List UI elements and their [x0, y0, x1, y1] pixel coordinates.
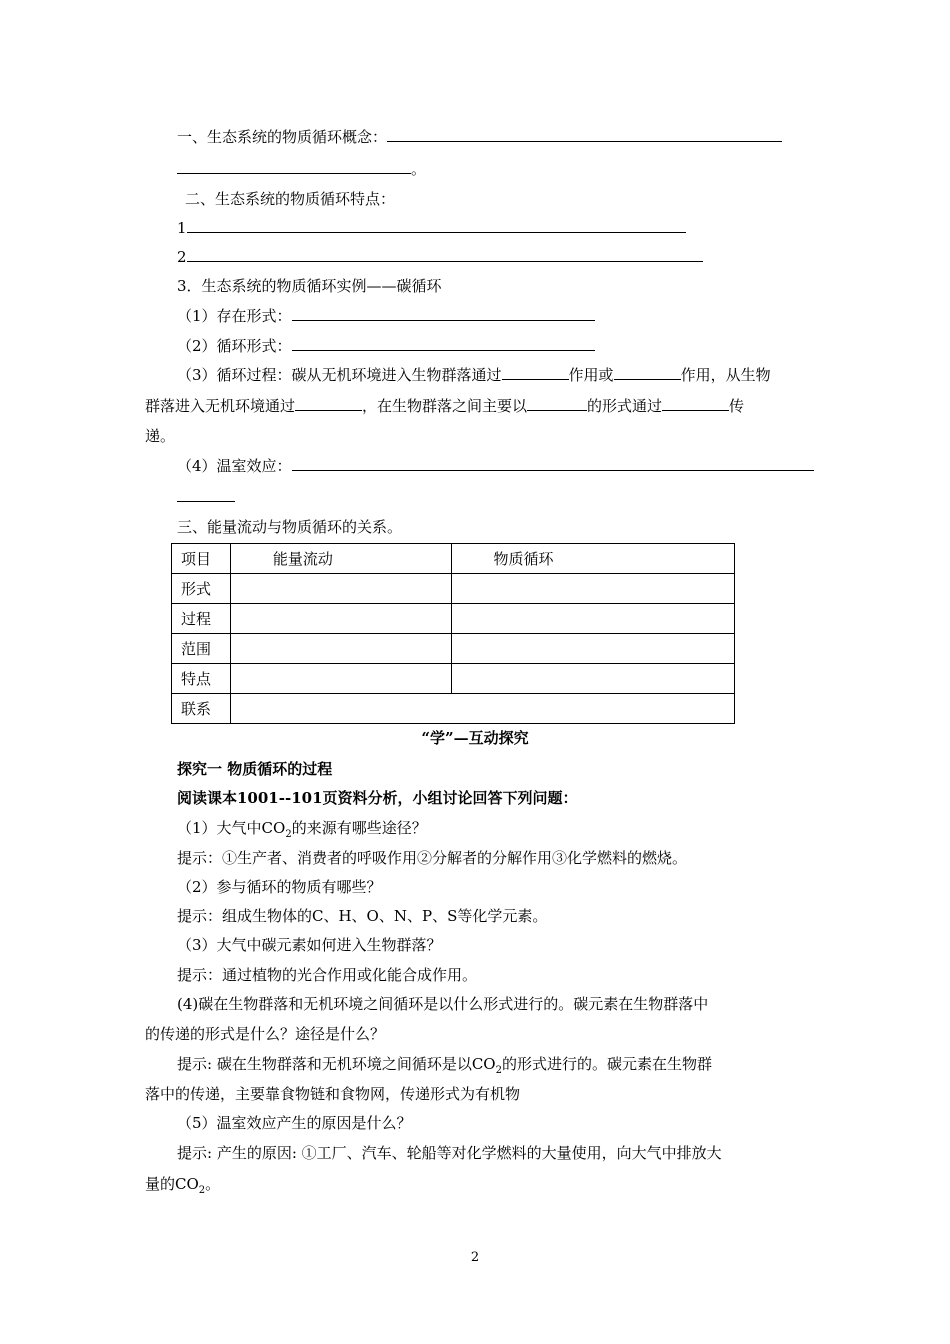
- page-number: 2: [470, 1250, 480, 1265]
- hint-2: 提示：组成生物体的C、H、O、N、P、S等化学元素。: [177, 907, 548, 925]
- cycle-form-blank[interactable]: [292, 336, 595, 351]
- process-blank-4[interactable]: [527, 396, 587, 411]
- hint-1: 提示：①生产者、消费者的呼吸作用②分解者的分解作用③化学燃料的燃烧。: [177, 849, 688, 867]
- feature-number-1: 1: [177, 219, 187, 237]
- concept-line-2: [177, 159, 426, 179]
- exist-form-label: （1）存在形式：: [177, 307, 292, 325]
- feature-number-2: 2: [177, 248, 187, 266]
- hint-4-line-1: 提示: 碳在生物群落和无机环境之间循环是以$CO_2$的形式进行的。碳元素在生物群: [177, 1055, 712, 1076]
- feature-line-1: [177, 218, 686, 238]
- table-row-label: 形式: [172, 574, 231, 604]
- hint-5-line-1: 提示: 产生的原因: ①工厂、汽车、轮船等对化学燃料的大量使用，向大气中排放大: [177, 1144, 722, 1162]
- table-cell[interactable]: [451, 604, 734, 634]
- table-row-label: 范围: [172, 634, 231, 664]
- table-header-row: [172, 544, 735, 574]
- table-cell[interactable]: [230, 604, 451, 634]
- carbon-cycle-title: 3．生态系统的物质循环实例——碳循环: [177, 277, 442, 295]
- feature-blank-1[interactable]: [187, 218, 686, 233]
- table-cell[interactable]: [451, 574, 734, 604]
- question-2: （2）参与循环的物质有哪些？: [177, 878, 382, 896]
- process-text-5: ，在生物群落之间主要以: [362, 397, 528, 415]
- concept-blank[interactable]: [387, 127, 782, 142]
- table-cell[interactable]: [451, 664, 734, 694]
- table-row-label: 过程: [172, 604, 231, 634]
- greenhouse-blank-2[interactable]: [177, 487, 235, 502]
- concept-label: 一、生态系统的物质循环概念：: [177, 128, 388, 146]
- relation-table: [171, 543, 735, 724]
- greenhouse-label: （4）温室效应：: [177, 457, 292, 475]
- table-header-matter: 物质循环: [451, 544, 734, 574]
- concept-blank-2[interactable]: [177, 159, 411, 174]
- section-heading: “学”—互动探究: [421, 729, 529, 747]
- table-row: [172, 664, 735, 694]
- question-4-line-2: 的传递的形式是什么？途径是什么？: [145, 1025, 386, 1043]
- table-row: [172, 694, 735, 724]
- process-line-1: [177, 365, 771, 385]
- greenhouse-line: [177, 456, 814, 476]
- hint-4-line-2: 落中的传递，主要靠食物链和食物网，传递形式为有机物: [145, 1085, 521, 1103]
- table-header-energy: 能量流动: [230, 544, 451, 574]
- process-blank-2[interactable]: [614, 365, 681, 380]
- process-text-3: 作用，从生物: [680, 366, 771, 384]
- explore-title: 探究一 物质循环的过程: [177, 760, 333, 778]
- features-heading: 二、生态系统的物质循环特点：: [185, 190, 396, 208]
- process-text-2: 作用或: [568, 366, 614, 384]
- exist-form-blank[interactable]: [292, 306, 595, 321]
- process-text-1: （3）循环过程：碳从无机环境进入生物群落通过: [177, 366, 502, 384]
- feature-blank-2[interactable]: [187, 247, 703, 262]
- table-cell[interactable]: [230, 694, 734, 724]
- table-row: [172, 634, 735, 664]
- greenhouse-blank[interactable]: [292, 456, 814, 471]
- table-cell[interactable]: [451, 634, 734, 664]
- process-text-4: 群落进入无机环境通过: [145, 397, 296, 415]
- table-cell[interactable]: [230, 664, 451, 694]
- greenhouse-line-2: [177, 487, 235, 507]
- table-row-label: 特点: [172, 664, 231, 694]
- feature-line-2: [177, 247, 703, 267]
- question-1: （1）大气中$CO_2$的来源有哪些途径？: [177, 819, 427, 840]
- question-4-line-1: (4)碳在生物群落和无机环境之间循环是以什么形式进行的。碳元素在生物群落中: [177, 995, 709, 1013]
- question-5: （5）温室效应产生的原因是什么？: [177, 1114, 412, 1132]
- table-row: [172, 574, 735, 604]
- exist-form-line: [177, 306, 595, 326]
- explore-instruction: 阅读课本1001--101页资料分析，小组讨论回答下列问题：: [177, 789, 578, 807]
- question-3: （3）大气中碳元素如何进入生物群落？: [177, 936, 442, 954]
- process-blank-3[interactable]: [295, 396, 362, 411]
- process-line-3: 递。: [145, 427, 176, 445]
- table-header-item: 项目: [172, 544, 231, 574]
- table-row-label: 联系: [172, 694, 231, 724]
- hint-5-line-2: 量的$CO_2$。: [145, 1175, 221, 1196]
- process-line-2: [145, 396, 744, 416]
- table-cell[interactable]: [230, 574, 451, 604]
- hint-3: 提示：通过植物的光合作用或化能合成作用。: [177, 966, 478, 984]
- table-cell[interactable]: [230, 634, 451, 664]
- process-blank-5[interactable]: [662, 396, 729, 411]
- cycle-form-label: （2）循环形式：: [177, 337, 292, 355]
- process-text-7: 传: [729, 397, 745, 415]
- process-text-6: 的形式通过: [587, 397, 663, 415]
- concept-end: 。: [411, 160, 427, 178]
- cycle-form-line: [177, 336, 595, 356]
- process-blank-1[interactable]: [502, 365, 569, 380]
- table-row: [172, 604, 735, 634]
- relation-title: 三、能量流动与物质循环的关系。: [177, 518, 403, 536]
- concept-line: [177, 127, 782, 147]
